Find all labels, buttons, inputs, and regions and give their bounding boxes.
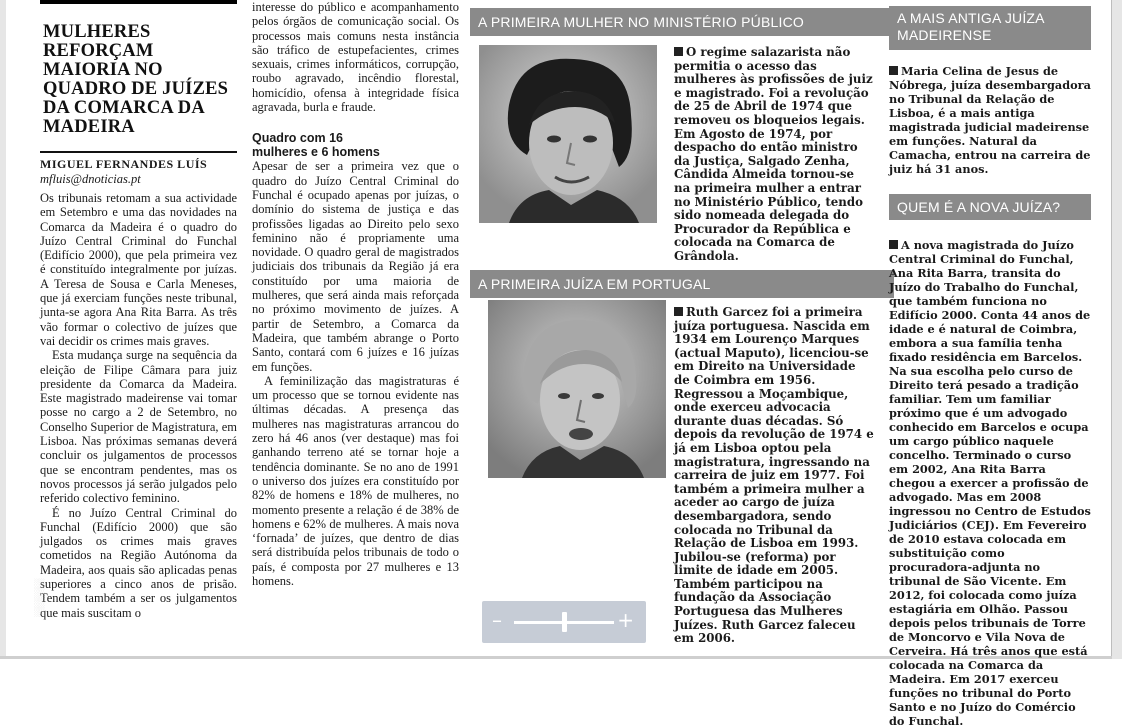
portrait-woman-elderly-light-hair-icon — [488, 300, 666, 478]
box-heading: A PRIMEIRA MULHER NO MINISTÉRIO PÚBLICO — [470, 8, 894, 36]
bullet-square-icon — [889, 66, 898, 75]
box-text-content: A nova magistrada do Juízo Central Criminal do Funchal, Ana Rita Barra, transita do Juízo do Trabalho do Funchal, que também funciona no Edifício 2000. Conta 44 anos de idade e é natural de Coimbra, embora a sua família tenha fixado residência em Barcelos. Na sua escolha pelo curso de Direito terá pesado a tradição familiar. Tem um familiar próximo que é um advogado conhecido em Barcelos e ocupa um cargo público naquele concelho. Terminado o curso em 2002, Ana Rita Barra chegou a exercer a profissão de advogado. Mas em 2008 ingressou no Centro de Estudos Judiciários (CEJ). Em Fevereiro de 2010 estava colocada em substituição como procuradora-adjunta no tribunal de São Vicente. Em 2012, foi colocada como juíza estagiária em Olhão. Passou depois pelos tribunais de Torre de Moncorvo e Vila Nova de Cerveira. Há três anos que está colocada na Comarca da Madeira. Em 2017 exerceu funções no tribunal do Porto Santo e no Juízo do Comércio do Funchal. — [889, 238, 1091, 728]
box-text — [889, 238, 1091, 728]
box-heading: QUEM É A NOVA JUÍZA? — [889, 194, 1091, 220]
column-2 — [252, 0, 459, 659]
headline-rule — [40, 151, 237, 153]
portrait-woman-short-dark-hair-icon — [479, 45, 657, 223]
box-text-content: Ruth Garcez foi a primeira juíza portuguesa. Nascida em 1934 em Lourenço Marques (actual Maputo), licenciou-se em Direito na Universidade de Coimbra em 1956. Regressou a Moçambique, onde exerceu advocacia durante duas décadas. Só depois da revolução de 1974 e já em Lisboa optou pela magistratura, ingressando na carreira de juiz em 1977. Foi também a primeira mulher a aceder ao cargo de juíza desembargadora, sendo colocada no Tribunal da Relação de Lisboa em 1993. Jubilou-se (reforma) por limite de idade em 2005. Também participou na fundação da Associação Portuguesa das Mulheres Juízes. Ruth Garcez faleceu em 2006. — [674, 305, 874, 646]
body-paragraph: Apesar de ser a primeira vez que o quadro do Juízo Central Criminal do Funchal é ocupado apenas por juízas, o domínio do sistema de justiça e das profissões ligadas ao Direito pelo sexo feminino não é propriamente uma novidade. O quadro geral de magistrados judiciais dos tribunais da Região já era constituído por uma maioria de mulheres, que será ainda mais reforçada no próximo movimento de juízes. A partir de Setembro, a Comarca da Madeira, que também abrange o Porto Santo, contará com 6 juízes e 16 juízas em funções. — [252, 159, 459, 374]
body-paragraph: Esta mudança surge na sequência da eleição de Filipe Câmara para juiz presidente da Comarca da Madeira. Este magistrado madeirense vai tomar posse no cargo a 2 de Setembro, no Conselho Superior de Magistratura, em Lisboa. Nas próximas semanas deverá concluir os julgamentos de processos que se encontram pendentes, mas os novos processos já serão julgados pelo referido colectivo feminino. — [40, 348, 237, 506]
sidebar-boxes-center — [470, 0, 878, 659]
body-paragraph: É no Juízo Central Criminal do Funchal (Edifício 2000) que são julgados os crimes mais graves cometidos na Região Autónoma da Madeira, aos quais são aplicadas penas superiores a cinco anos de prisão. Tendem também a ser os julgamentos que mais suscitam o — [40, 505, 237, 620]
box-text-content: Maria Celina de Jesus de Nóbrega, juíza desembargadora no Tribunal da Relação de Lisboa, é a mais antiga magistrada judicial madeirense em funções. Natural da Camacha, entrou na carreira de juiz há 31 anos. — [889, 64, 1091, 176]
bullet-square-icon — [889, 240, 898, 249]
left-scroll-edge — [0, 0, 6, 659]
box-text — [674, 46, 874, 264]
portrait-photo-icon — [488, 300, 666, 478]
body-paragraph: A feminilização das magistraturas é um processo que se tornou evidente nas últimas décadas. A presença das mulheres nas magistraturas arrancou do zero há 46 anos (ver destaque) mas foi ganhando terreno até se tornar hoje a tendência dominante. Se no ano de 1991 o universo dos juízes era constituído por 82% de homens e 18% de mulheres, no momento presente a relação é de 38% de homens e 62% de mulheres. A mais nova ‘fornada’ de juízes, que dentro de dias será distribuída pelos tribunais de todo o país, é composta por 27 mulheres e 13 homens. — [252, 373, 459, 588]
box-text — [674, 306, 874, 646]
zoom-control[interactable] — [482, 601, 646, 643]
box-text-content: O regime salazarista não permitia o acesso das mulheres às profissões de juiz e magistrado. Foi a revolução de 25 de Abril de 1974 que removeu os bloqueios legais. Em Agosto de 1974, por despacho do então ministro da Justiça, Salgado Zenha, Cândida Almeida tornou-se na primeira mulher a entrar no Ministério Público, tendo sido nomeada delegada do Procurador da República e colocada na Comarca de Grândola. — [674, 45, 873, 263]
sidebar-boxes-right — [889, 0, 1091, 728]
right-scrollbar[interactable] — [1111, 0, 1122, 659]
box-heading: A PRIMEIRA JUÍZA EM PORTUGAL — [470, 270, 894, 298]
zoom-out-button[interactable]: – — [492, 608, 502, 632]
box-text — [889, 64, 1091, 176]
body-paragraph: interesse do público e acompanhamento pelos órgãos de comunicação social. Os processos mais comuns nesta instância são tráfico de estupefacientes, crimes sexuais, crimes informáticos, corrupção, roubo agravado, incêndio florestal, homicídio, ofensa à integridade física agravada, burla e fraude. — [252, 0, 459, 115]
article-headline: MULHERES REFORÇAM MAIORIA NO QUADRO DE JUÍZES DA COMARCA DA MADEIRA — [43, 22, 229, 137]
zoom-in-button[interactable]: + — [617, 608, 634, 632]
author-email[interactable]: mfluis@dnoticias.pt — [40, 172, 141, 186]
section-subhead: Quadro com 16 mulheres e 6 homens — [252, 131, 380, 159]
bullet-square-icon — [674, 47, 683, 56]
watermark: ░░░░░░ — [34, 578, 44, 617]
body-paragraph: Os tribunais retomam a sua actividade em Setembro e uma das novidades na Comarca da Madeira é o quadro do Juízo Central Criminal do Funchal (Edifício 2000), que pela primeira vez é constituído integralmente por juízas. A Teresa de Sousa e Carla Meneses, que já exerciam funções neste tribunal, junta-se agora Ana Rita Barra. As três vão formar o colectivo de juízes que vai decidir os crimes mais graves. — [40, 191, 237, 348]
author-name: MIGUEL FERNANDES LUÍS — [40, 157, 208, 171]
column-1 — [40, 0, 237, 659]
top-rule — [40, 0, 237, 4]
zoom-slider-thumb[interactable] — [562, 612, 567, 632]
portrait-photo-icon — [479, 45, 657, 223]
bullet-square-icon — [674, 307, 683, 316]
box-heading: A MAIS ANTIGA JUÍZA MADEIRENSE — [889, 6, 1091, 50]
